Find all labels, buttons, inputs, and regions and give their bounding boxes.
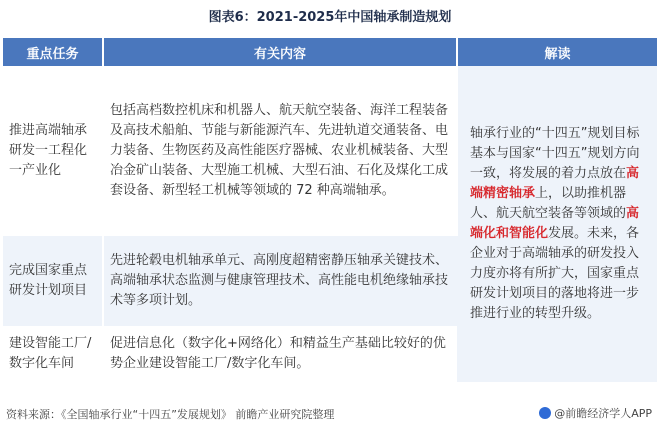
interpretation-highlight-2: 高端化和智能化	[470, 206, 640, 241]
brand-logo-icon	[539, 407, 551, 419]
source-note: 资料来源：《全国轴承行业“十四五”发展规划》 前瞻产业研究院整理	[6, 408, 335, 421]
header-content: 有关内容	[103, 38, 457, 66]
table-header-row	[3, 38, 657, 66]
interpretation-text-1: 轴承行业的“十四五”规划目标基本与国家“十四五”规划方向一致，将发展的着力点放在	[470, 126, 640, 181]
interpretation-text-3: 发展。未来，各企业对于高端轴承的研发投入力度亦将有所扩大，国家重点研发计划项目的落地将进一步推进行业的转型升级。	[470, 226, 640, 321]
task-cell: 完成国家重点研发计划项目	[3, 236, 103, 326]
brand-credit	[539, 405, 652, 421]
task-cell: 建设智能工厂/数字化车间	[3, 326, 103, 382]
header-task: 重点任务	[3, 38, 103, 66]
header-interpretation: 解读	[457, 38, 657, 66]
interpretation-text-2: 上，以助推机器人、航天航空装备等领域的	[470, 186, 627, 221]
interpretation-cell	[457, 66, 657, 382]
table-row	[3, 66, 657, 236]
task-cell: 推进高端轴承研发一工程化一产业化	[3, 66, 103, 236]
content-cell: 先进轮毂电机轴承单元、高刚度超精密静压轴承关键技术、高端轴承状态监测与健康管理技术、高性能电机绝缘轴承技术等多项计划。	[103, 236, 457, 326]
plan-table	[3, 38, 657, 382]
content-cell: 促进信息化（数字化+网络化）和精益生产基础比较好的优势企业建设智能工厂/数字化车间。	[103, 326, 457, 382]
interpretation-highlight-1: 高端精密轴承	[470, 166, 640, 201]
brand-text: @前瞻经济学人APP	[554, 407, 652, 420]
chart-title: 图表6：2021-2025年中国轴承制造规划	[208, 10, 452, 25]
content-cell: 包括高档数控机床和机器人、航天航空装备、海洋工程装备及高技术船舶、节能与新能源汽车、先进轨道交通装备、电力装备、生物医药及高性能医疗器械、农业机械装备、大型冶金矿山装备、大型施工机械、大型石油、石化及煤化工成套设备、新型轻工机械等领域的 72 种高端轴承。	[103, 66, 457, 236]
